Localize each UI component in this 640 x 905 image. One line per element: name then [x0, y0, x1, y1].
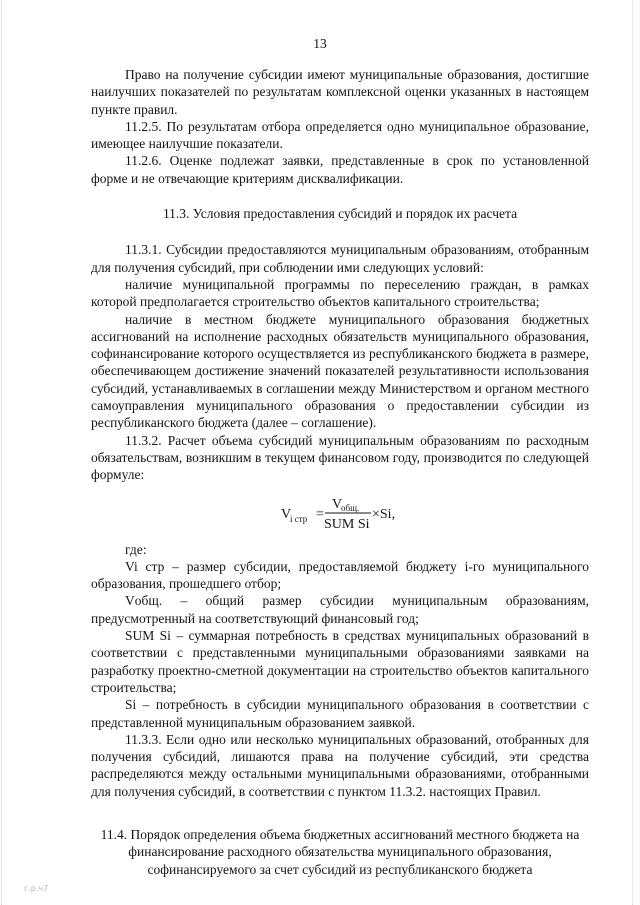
where-label: где: — [125, 541, 147, 557]
formula-equals: = — [316, 506, 324, 522]
formula-multiplier: ×Si, — [372, 506, 396, 522]
paragraph: 11.3.2. Расчет объема субсидий муниципальным образованиям по расходным обязательствам, возникшим в текущем финансовом году, производится по следующей формуле: — [91, 432, 589, 483]
paragraph: 11.2.5. По результатам отбора определяется одно муниципальное образование, имеющее наилучшие показатели. — [91, 118, 589, 152]
formula-numerator: V — [332, 496, 343, 512]
definition-vobsh: Vобщ. – общий размер субсидии муниципальным образованиям, предусмотренный на соответствующий финансовый год; — [91, 593, 589, 626]
definition-vi: Vi стр – размер субсидии, предоставляемой бюджету i-го муниципального образования, прошедшего отбор; — [91, 558, 589, 592]
page-edge-right — [632, 0, 634, 905]
subsidy-formula — [91, 491, 589, 533]
section-heading-11-4: 11.4. Порядок определения объема бюджетных ассигнований местного бюджета на финансирование расходного обязательства муниципального образования, софинансируемого за счет субсидий из республиканского бюджета — [100, 826, 580, 877]
formula-denominator: SUM Si — [324, 516, 370, 532]
footer-scan-mark: г.р.ч7 — [24, 884, 49, 893]
page-number: 13 — [313, 36, 327, 51]
definition-si: Si – потребность в субсидии муниципального образования в соответствии с представленной муниципальным образованием заявкой. — [91, 697, 589, 730]
paragraph: 11.2.6. Оценке подлежат заявки, представленные в срок по установленной форме и не отвечающие критериям дисквалификации. — [91, 153, 589, 186]
formula-graphic — [91, 491, 589, 533]
formula-lhs-sub: i стр — [290, 513, 308, 524]
paragraph: наличие муниципальной программы по переселению граждан, в рамках которой предполагается строительство объектов капитального строительства; — [91, 276, 589, 310]
paragraph-11-3-3: 11.3.3. Если одно или несколько муниципальных образований, отобранных для получения субсидий, лишаются права на получение субсидий, эти средства распределяются между остальными муниципальными образованиями, отобранными для получения субсидий, в соответствии с пунктом 11.3.2. настоящих Правил. — [91, 731, 589, 799]
formula-numerator-sub: общ. — [341, 502, 360, 513]
paragraph: 11.3.1. Субсидии предоставляются муниципальным образованиям, отобранным для получения субсидий, при соблюдении ими следующих условий: — [91, 242, 589, 275]
paragraph: Право на получение субсидии имеют муниципальные образования, достигшие наилучших показателей по результатам комплексной оценки указанных в настоящем пункте правил. — [91, 67, 589, 117]
paragraph: наличие в местном бюджете муниципального образования бюджетных ассигнований на исполнение расходных обязательств муниципального образования, софинансирование которого осуществляется из республиканского бюджета в размере, обеспечивающем достижение значений показателей результативности использования субсидий, устанавливаемых в соглашении между Министерством и органом местного самоуправления муниципального образования о предоставлении субсидии из республиканского бюджета (далее – соглашение). — [91, 311, 589, 431]
document-body — [91, 66, 589, 878]
definition-sum-si: SUM Si – суммарная потребность в средствах муниципальных образований в соответствии с представленными муниципальными образованиями заявками на разработку проектно-сметной документации на строительство объектов капитального строительства; — [91, 628, 589, 695]
page-edge-left — [1, 0, 3, 905]
formula-lhs: V — [281, 506, 292, 522]
section-heading-11-3: 11.3. Условия предоставления субсидий и порядок их расчета — [162, 206, 518, 222]
